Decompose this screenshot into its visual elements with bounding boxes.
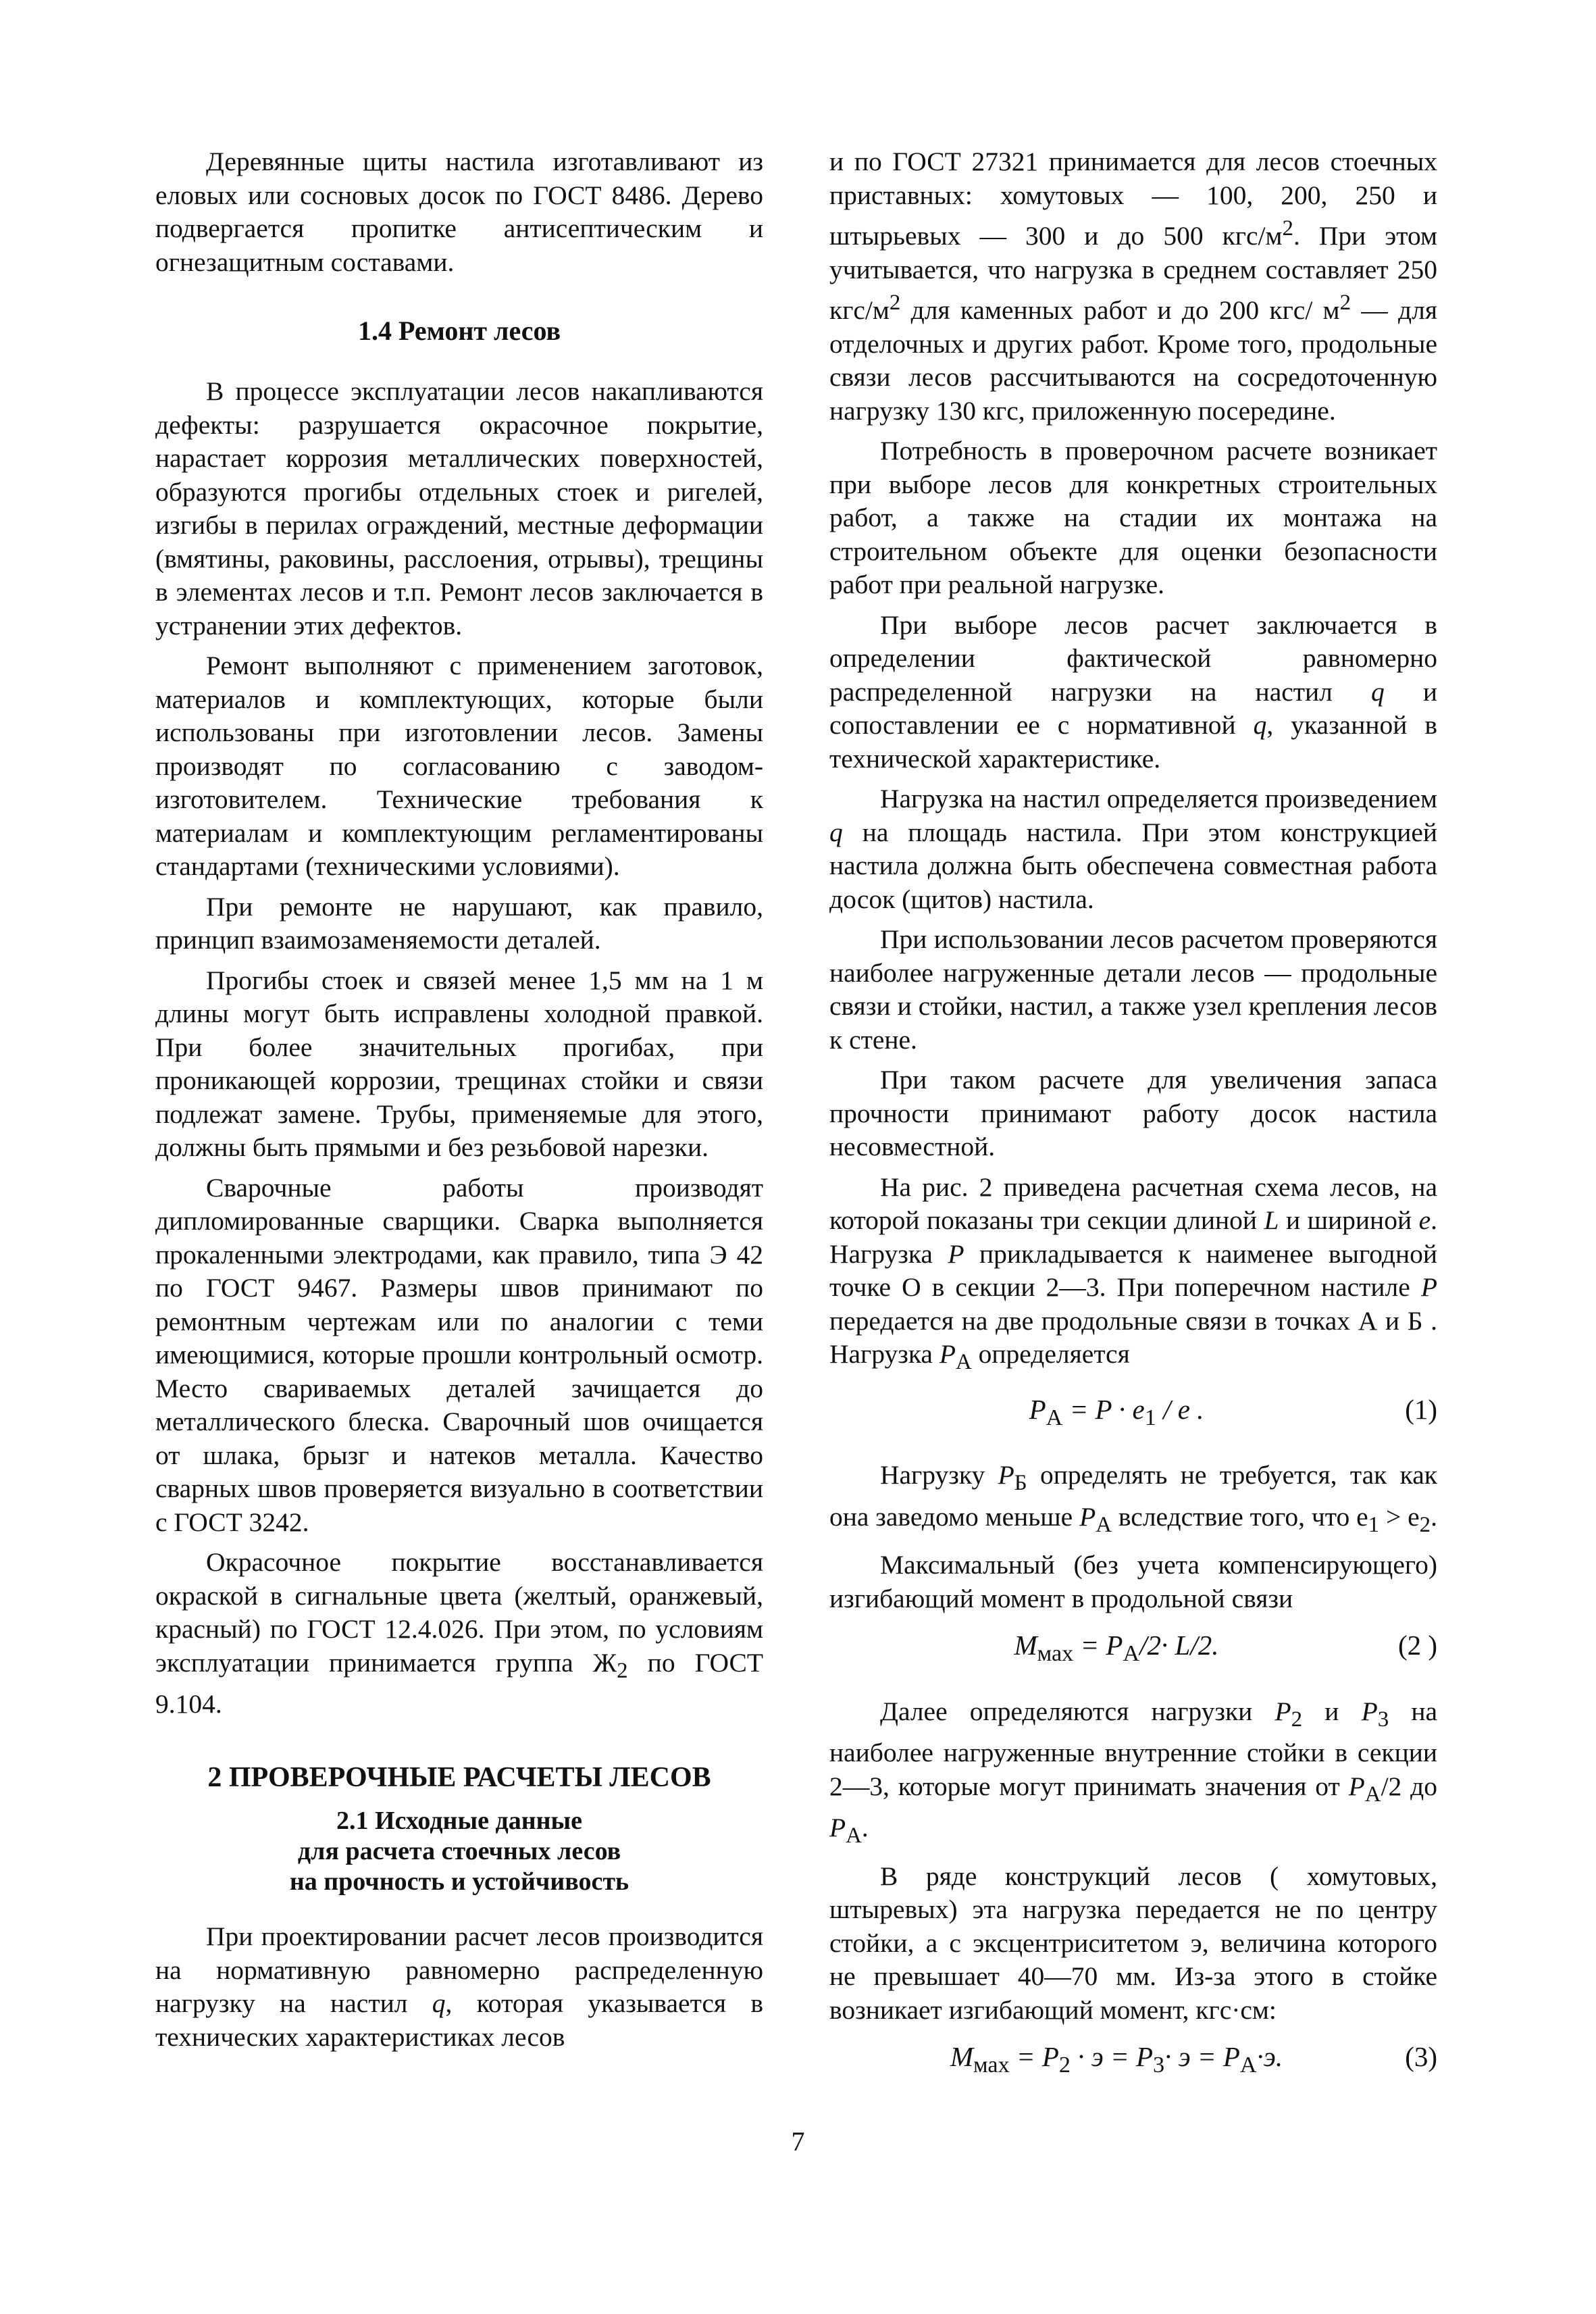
paragraph: Окрасочное покрытие восстанавливается окраской в сигнальные цвета (желтый, оранжевый, красный) по ГОСТ 12.4.026. При этом, по условиям эксплуатации принимается группа $Ж_2$ по ГОСТ 9.104. [155, 1547, 763, 1719]
formula-number: (1) [1405, 1393, 1437, 1425]
right-column [829, 145, 1437, 2107]
paragraph: При проектировании расчет лесов производится на нормативную равномерно распределенную нагрузку на настил q, которая указывается в технических характеристиках лесов [155, 1921, 763, 2052]
section-heading-2-1: 2.1 Исходные данные для расчета стоечных лесов на прочность и устойчивость [289, 1807, 629, 1896]
paragraph: В ряде конструкций лесов ( хомутовых, штыревых) эта нагрузка передается не по центру стойки, а с эксцентриситетом э, величина которого не превышает 40—70 мм. Из-за этого в стойке возникает изгибающий момент, кгс·см: [829, 1861, 1437, 2025]
paragraph: Максимальный (без учета компенсирующего) изгибающий момент в продольной связи [829, 1550, 1437, 1613]
section-heading-1-4: 1.4 Ремонт лесов [357, 316, 561, 346]
left-column [155, 145, 763, 2061]
paragraph: На рис. 2 приведена расчетная схема лесов, на которой показаны три секции длиной L и шириной e. Нагрузка P прикладывается к наименее выгодной точке О в секции 2—3. При поперечном настиле P передается на две продольные связи в точках А и Б . Нагрузка $P_А$ определяется [829, 1172, 1437, 1375]
page-number: 7 [791, 2126, 805, 2157]
paragraph: и по ГОСТ 27321 принимается для лесов стоечных приставных: хомутовых — 100, 200, 250 и штырьевых — 300 и до 500 кгс/$м^2$. При этом учитывается, что нагрузка в среднем составляет 250 кгс/$м^2$ для каменных работ и до 200 кгс/ $м^2$ — для отделочных и других работ. Кроме того, продольные связи лесов рассчитываются на сосредоточенную нагрузку 130 кгс, приложенную посередине. [829, 147, 1437, 426]
paragraph: Нагрузка на настил определяется произведением q на площадь настила. При этом конструкцией настила должна быть обеспечена совместная работа досок (щитов) настила. [829, 784, 1437, 914]
formula-2: $M_{мах} = P_А/2\cdot L/2$. (2 ) [1014, 1630, 1437, 1667]
paragraph: Далее определяются нагрузки $P_2$ и $P_3$ на наиболее нагруженные внутренние стойки в секции 2—3, которые могут принимать значения от $P_А/2$ до $P_А$. [829, 1696, 1438, 1848]
paragraph: При выборе лесов расчет заключается в определении фактической равномерно распределенной нагрузки на настил q и сопоставлении ее с нормативной q, указанной в технической характеристике. [829, 609, 1438, 774]
paragraph: При использовании лесов расчетом проверяются наиболее нагруженные детали лесов — продольные связи и стойки, настил, а также узел крепления лесов к стене. [829, 924, 1437, 1055]
formula-number: (2 ) [1397, 1630, 1437, 1661]
paragraph: Сварочные работы производят дипломированные сварщики. Сварка выполняется прокаленными электродами, как правило, типа Э 42 по ГОСТ 9467. Размеры швов принимают по ремонтным чертежам или по аналогии с теми имеющимися, которые прошли контрольный осмотр. Место свариваемых деталей зачищается до металлического блеска. Сварочный шов очищается от шлака, брызг и натеков металла. Качество сварных швов проверяется визуально в соответствии с ГОСТ 3242. [155, 1172, 763, 1537]
paragraph: В процессе эксплуатации лесов накапливаются дефекты: разрушается окрасочное покрытие, нарастает коррозия металлических поверхностей, образуются прогибы отдельных стоек и ригелей, изгибы в перилах ограждений, местные деформации (вмятины, раковины, расслоения, отрывы), трещины в элементах лесов и т.п. Ремонт лесов заключается в устранении этих дефектов. [155, 376, 763, 640]
chapter-heading-2: 2 ПРОВЕРОЧНЫЕ РАСЧЕТЫ ЛЕСОВ [207, 1762, 711, 1794]
formula-number: (3) [1405, 2041, 1437, 2073]
formula-3: $M_{мах} = P_2 \cdot э = P_3\cdot э = P_А\cdot э$. (3) [950, 2041, 1437, 2078]
paragraph: Ремонт выполняют с применением заготовок, материалов и комплектующих, которые были использованы при изготовлении лесов. Замены производят по согласованию с заводом-изготовителем. Технические требования к материалам и комплектующим регламентированы стандартами (техническими условиями). [155, 651, 763, 881]
paragraph: Нагрузку $P_Б$ определять не требуется, так как она заведомо меньше $P_А$ вследствие того, что $e_1 > e_2$. [829, 1460, 1437, 1537]
formula-1: $P_А = P \cdot e_1 / e$ . (1) [1029, 1393, 1437, 1430]
paragraph: Потребность в проверочном расчете возникает при выборе лесов для конкретных строительных работ, а также на стадии их монтажа на строительном объекте для оценки безопасности работ при реальной нагрузке. [829, 436, 1437, 600]
paragraph: При ремонте не нарушают, как правило, принцип взаимозаменяемости деталей. [155, 891, 763, 955]
paragraph: При таком расчете для увеличения запаса прочности принимают работу досок настила несовместной. [829, 1065, 1437, 1162]
paragraph: Прогибы стоек и связей менее 1,5 мм на 1 м длины могут быть исправлены холодной правкой. При более значительных прогибах, при проникающей коррозии, трещинах стойки и связи подлежат замене. Трубы, применяемые для этого, должны быть прямыми и без резьбовой нарезки. [155, 965, 763, 1162]
paragraph: Деревянные щиты настила изготавливают из еловых или сосновых досок по ГОСТ 8486. Дерево подвергается пропитке антисептическим и огнезащитным составами. [155, 147, 763, 277]
